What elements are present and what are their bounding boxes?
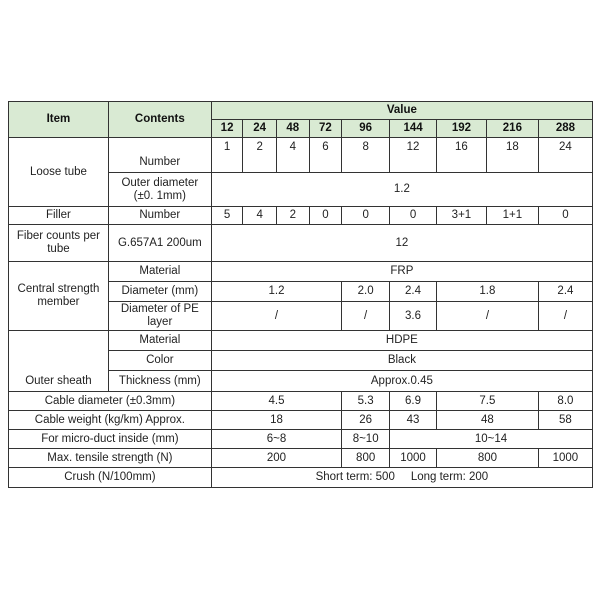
header-count: 24: [243, 120, 277, 138]
csm-pe-value: /: [342, 302, 390, 331]
sheath-material-label: Material: [108, 331, 211, 351]
loose-tube-number-value: 12: [390, 138, 437, 173]
table-row: [9, 225, 593, 262]
cable-spec-table: [8, 101, 593, 488]
cable-weight-value: 26: [342, 411, 390, 430]
tensile-label: Max. tensile strength (N): [9, 449, 212, 468]
header-count: 216: [486, 120, 538, 138]
table-row: [9, 207, 593, 225]
tensile-value: 200: [211, 449, 341, 468]
loose-tube-number-value: 2: [243, 138, 277, 173]
loose-tube-number-value: 4: [276, 138, 309, 173]
cable-diameter-value: 6.9: [390, 392, 437, 411]
loose-tube-label: Loose tube: [9, 138, 109, 207]
loose-tube-number-value: 6: [309, 138, 342, 173]
header-row: [9, 102, 593, 120]
cable-weight-value: 43: [390, 411, 437, 430]
tensile-value: 800: [342, 449, 390, 468]
cable-diameter-label: Cable diameter (±0.3mm): [9, 392, 212, 411]
table-row: [9, 468, 593, 488]
fiber-counts-label: Fiber counts per tube: [9, 225, 109, 262]
filler-value: 1+1: [486, 207, 538, 225]
loose-tube-number-value: 1: [211, 138, 243, 173]
micro-duct-value: 10~14: [390, 430, 593, 449]
cable-weight-value: 48: [436, 411, 538, 430]
outer-sheath-label: Outer sheath: [9, 331, 109, 392]
header-count: 288: [538, 120, 592, 138]
csm-diameter-value: 1.8: [436, 282, 538, 302]
header-count: 72: [309, 120, 342, 138]
micro-duct-label: For micro-duct inside (mm): [9, 430, 212, 449]
cable-diameter-value: 7.5: [436, 392, 538, 411]
tensile-value: 1000: [538, 449, 592, 468]
csm-diameter-value: 1.2: [211, 282, 341, 302]
header-contents: Contents: [108, 102, 211, 138]
fiber-counts-value: 12: [211, 225, 592, 262]
header-count: 12: [211, 120, 243, 138]
cable-diameter-value: 4.5: [211, 392, 341, 411]
sheath-thickness-value: Approx.0.45: [211, 371, 592, 392]
header-item: Item: [9, 102, 109, 138]
csm-material-value: FRP: [211, 262, 592, 282]
csm-diameter-value: 2.4: [390, 282, 437, 302]
loose-tube-number-value: 18: [486, 138, 538, 173]
table-row: [9, 392, 593, 411]
sheath-material-value: HDPE: [211, 331, 592, 351]
filler-value: 0: [309, 207, 342, 225]
cable-weight-value: 58: [538, 411, 592, 430]
table-row: [9, 138, 593, 173]
fiber-counts-content: G.657A1 200um: [108, 225, 211, 262]
header-count: 192: [436, 120, 486, 138]
cable-weight-label: Cable weight (kg/km) Approx.: [9, 411, 212, 430]
loose-tube-number-label: Number: [108, 138, 211, 173]
sheath-color-label: Color: [108, 351, 211, 371]
filler-label: Filler: [9, 207, 109, 225]
csm-pe-value: 3.6: [390, 302, 437, 331]
table-row: [9, 430, 593, 449]
table-row: [9, 449, 593, 468]
header-count: 96: [342, 120, 390, 138]
filler-value: 0: [342, 207, 390, 225]
micro-duct-value: 6~8: [211, 430, 341, 449]
filler-value: 0: [538, 207, 592, 225]
loose-tube-number-value: 8: [342, 138, 390, 173]
filler-number-label: Number: [108, 207, 211, 225]
crush-value: Short term: 500 Long term: 200: [211, 468, 592, 488]
cable-diameter-value: 8.0: [538, 392, 592, 411]
header-count: 48: [276, 120, 309, 138]
tensile-value: 1000: [390, 449, 437, 468]
csm-pe-label: Diameter of PE layer: [108, 302, 211, 331]
csm-pe-value: /: [538, 302, 592, 331]
csm-pe-value: /: [211, 302, 341, 331]
central-strength-label: Central strength member: [9, 262, 109, 331]
filler-value: 5: [211, 207, 243, 225]
csm-diameter-value: 2.4: [538, 282, 592, 302]
loose-tube-outer-diameter-label: Outer diameter (±0. 1mm): [108, 173, 211, 207]
table-row: [9, 411, 593, 430]
filler-value: 4: [243, 207, 277, 225]
crush-label: Crush (N/100mm): [9, 468, 212, 488]
filler-value: 3+1: [436, 207, 486, 225]
filler-value: 2: [276, 207, 309, 225]
micro-duct-value: 8~10: [342, 430, 390, 449]
csm-material-label: Material: [108, 262, 211, 282]
sheath-color-value: Black: [211, 351, 592, 371]
csm-diameter-label: Diameter (mm): [108, 282, 211, 302]
sheath-thickness-label: Thickness (mm): [108, 371, 211, 392]
loose-tube-number-value: 16: [436, 138, 486, 173]
table-row: [9, 262, 593, 282]
loose-tube-outer-diameter-value: 1.2: [211, 173, 592, 207]
header-count: 144: [390, 120, 437, 138]
cable-weight-value: 18: [211, 411, 341, 430]
table-row: [9, 331, 593, 351]
loose-tube-number-value: 24: [538, 138, 592, 173]
csm-diameter-value: 2.0: [342, 282, 390, 302]
filler-value: 0: [390, 207, 437, 225]
cable-diameter-value: 5.3: [342, 392, 390, 411]
tensile-value: 800: [436, 449, 538, 468]
csm-pe-value: /: [436, 302, 538, 331]
header-value: Value: [211, 102, 592, 120]
